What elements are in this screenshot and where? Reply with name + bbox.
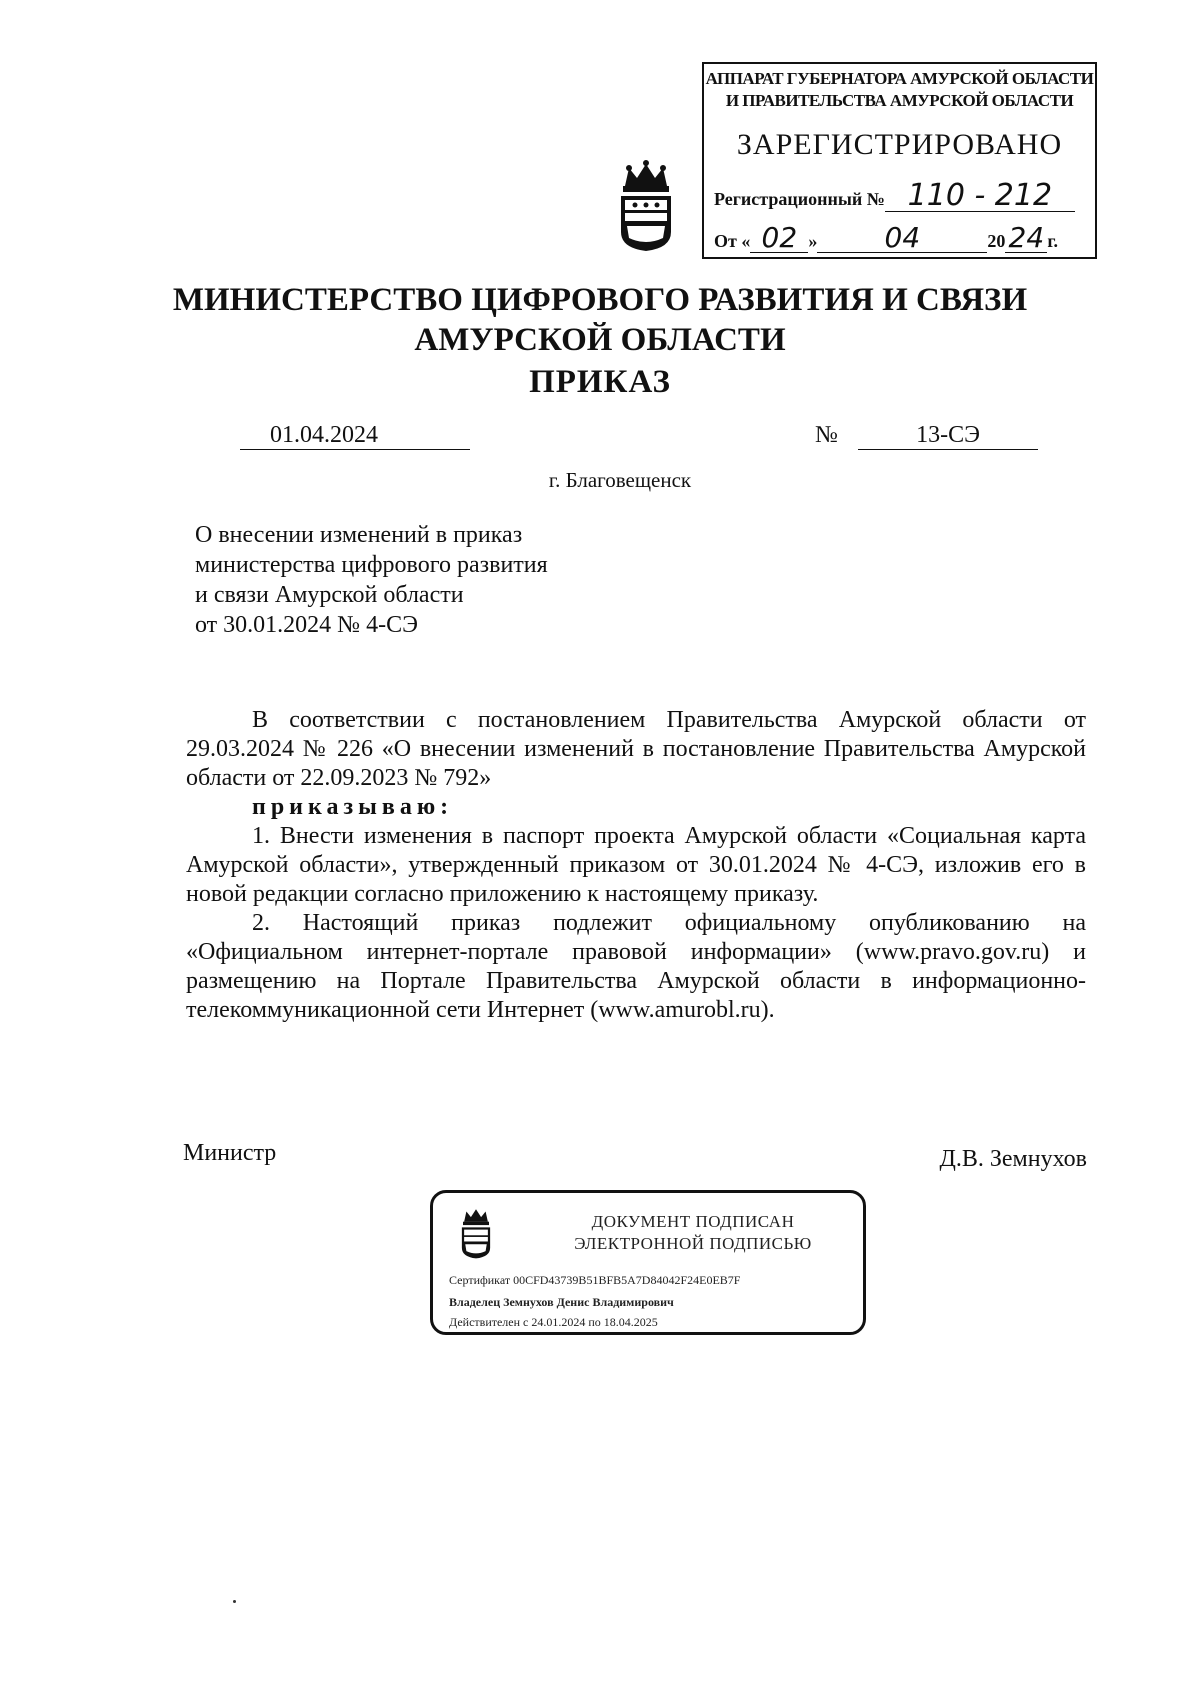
esig-title-line1: ДОКУМЕНТ ПОДПИСАН [591,1212,795,1231]
stamp-title: ЗАРЕГИСТРИРОВАНО [736,128,1063,161]
stamp-from-label: От « [714,231,751,251]
ministry-name-line1: МИНИСТЕРСТВО ЦИФРОВОГО РАЗВИТИЯ И СВЯЗИ [172,282,1028,318]
preamble: В соответствии с постановлением Правительства Амурской области от 29.03.2024 № 226 «О внесении изменений в постановление Правительства Амурской области от 22.09.2023 № 792» [186,707,1086,791]
order-item-2: 2. Настоящий приказ подлежит официальному опубликованию на «Официальном интернет-портале правовой информации» (www.pravo.gov.ru) и размещению на Портале Правительства Амурской области в информационно-телекоммуникационной сети Интернет (www.amurobl.ru). [186,910,1086,1023]
orders-word: приказываю: [252,794,454,820]
stamp-year-suffix: 24 [1005,224,1047,253]
esig-owner: Владелец Земнухов Денис Владимирович [449,1295,674,1309]
order-subject [195,520,548,640]
signatory-name: Д.В. Земнухов [939,1146,1087,1172]
stamp-org-line2: И ПРАВИТЕЛЬСТВА АМУРСКОЙ ОБЛАСТИ [725,91,1074,110]
number-sign: № [815,422,838,448]
document-type: ПРИКАЗ [529,364,671,400]
registration-stamp [702,62,1097,259]
stamp-date-row [714,221,1058,254]
subject-line: от 30.01.2024 № 4-СЭ [195,612,418,638]
stamp-org-line1: АППАРАТ ГУБЕРНАТОРА АМУРСКОЙ ОБЛАСТИ [705,69,1094,88]
esig-validity: Действителен с 24.01.2024 по 18.04.2025 [449,1315,658,1329]
subject-line: министерства цифрового развития [195,552,548,578]
stamp-reg-number-row [714,178,1075,213]
stamp-reg-label: Регистрационный № [714,189,885,209]
order-date: 01.04.2024 [240,422,470,450]
coat-of-arms-icon [615,160,677,252]
order-number: 13-СЭ [858,422,1038,450]
esig-certificate: Сертификат 00CFD43739B51BFB5A7D84042F24E0EB7F [449,1273,741,1287]
subject-line: и связи Амурской области [195,582,464,608]
signatory-position: Министр [183,1140,277,1166]
stamp-day: 02 [750,224,808,253]
stamp-year-prefix: 20 [987,231,1006,251]
electronic-signature-stamp [430,1190,866,1335]
stamp-year-end: г. [1047,231,1058,251]
ministry-name-line2: АМУРСКОЙ ОБЛАСТИ [414,322,786,358]
subject-line: О внесении изменений в приказ [195,522,523,548]
esig-coat-of-arms-icon [455,1207,497,1259]
order-body [186,706,1086,1025]
stamp-reg-number: 110 - 212 [885,181,1075,212]
order-item-1: 1. Внести изменения в паспорт проекта Амурской области «Социальная карта Амурской области», утвержденный приказом от 30.01.2024 № 4-СЭ, изложив его в новой редакции согласно приложению к настоящему приказу. [186,823,1086,907]
esig-title-line2: ЭЛЕКТРОННОЙ ПОДПИСЬЮ [574,1234,812,1253]
stamp-month: 04 [817,224,987,253]
stamp-day-close: » [808,231,818,251]
scan-speck [233,1600,236,1603]
city: г. Благовещенск [548,468,692,492]
